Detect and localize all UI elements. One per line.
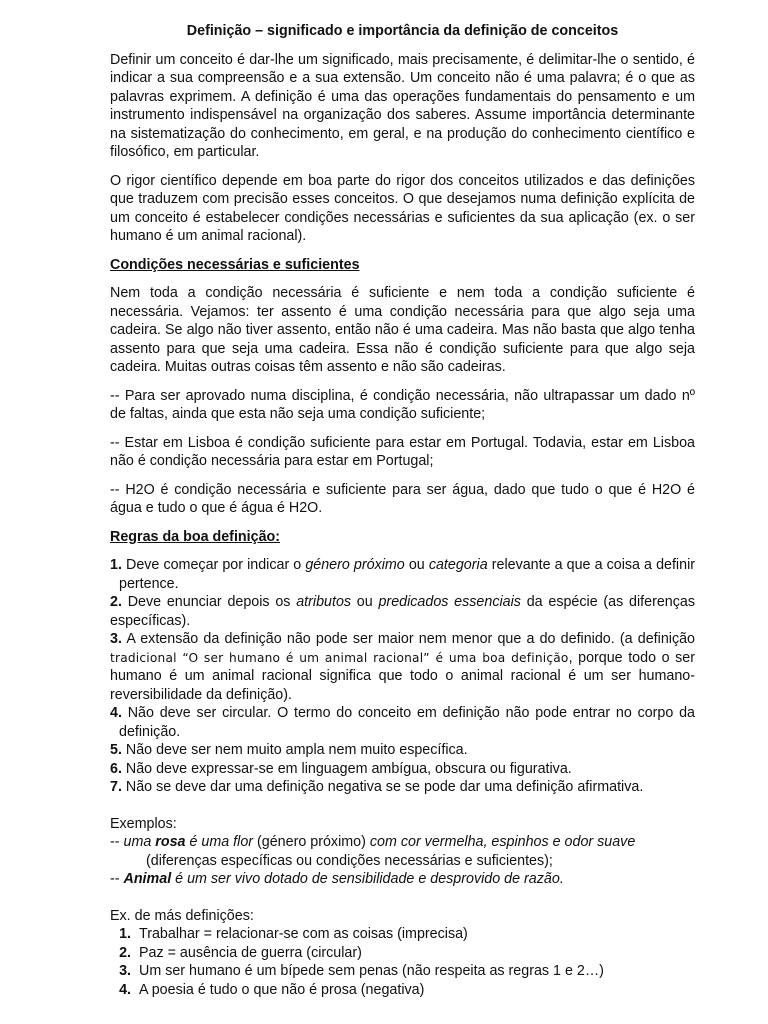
body-paragraph: Nem toda a condição necessária é suficiente e nem toda a condição suficiente é necessária. Vejamos: ter assento é uma condição necessária para que algo seja uma cadeira. Se algo não tiver assento, então não é uma cadeira. Mas não basta que algo tenha assento para que seja uma cadeira. Essa não é condição suficiente para que algo seja cadeira. Muitas outras coisas têm assento e não são cadeiras. xyxy=(110,285,695,375)
example-text: é uma flor xyxy=(185,834,254,850)
examples-label: Exemplos: xyxy=(110,815,177,832)
section-heading-rules: Regras da boa definição: xyxy=(110,528,281,545)
list-item xyxy=(113,944,695,963)
intro-paragraph: Definir um conceito é dar-lhe um significado, mais precisamente, é delimitar-lhe o sentido, é indicar a sua compreensão e a sua extensão. Um conceito não é uma palavra; é o que as palavras exprimem. A definição é uma das operações fundamentais do pensamento e um instrumento indispensável na organização dos saberes. Assume importância determinante na sistematização do conhecimento, em geral, e na produção do conhecimento científico e filosófico, em particular. xyxy=(110,51,695,160)
rule-number: 2. xyxy=(110,594,122,610)
rule-quote: tradicional “O ser humano é um animal racional” é uma boa definição xyxy=(110,650,569,665)
rule-item xyxy=(110,704,695,741)
example-text: com cor vermelha, espinhos e odor suave xyxy=(369,834,636,850)
rule-item xyxy=(110,556,695,593)
rule-number: 4. xyxy=(110,705,122,721)
rule-number: 7. xyxy=(110,779,122,795)
list-number: 3. xyxy=(119,963,131,979)
bad-definitions-list xyxy=(113,925,695,999)
example-animal xyxy=(110,870,695,889)
rule-number: 6. xyxy=(110,760,122,777)
rule-emphasis: atributos xyxy=(296,594,352,610)
intro-paragraph: O rigor científico depende em boa parte do rigor dos conceitos utilizados e das definições que traduzem com precisão esses conceitos. O que desejamos numa definição explícita de um conceito é estabelecer condições necessárias e suficientes da sua aplicação (ex. o ser humano é um animal racional). xyxy=(110,172,695,244)
rule-item xyxy=(110,778,695,797)
document-title: Definição – significado e importância da definição de conceitos xyxy=(186,23,619,39)
rule-text: , porque todo o ser humano é um animal racional significa que todo o animal racional é um ser humano-reversibilidade da definição). xyxy=(110,649,695,703)
example-note: (género próximo) xyxy=(253,834,370,850)
example-term: Animal xyxy=(123,871,172,887)
rule-number: 5. xyxy=(110,742,122,758)
rule-text: Não deve expressar-se em linguagem ambígua, obscura ou figurativa. xyxy=(121,760,572,777)
list-item xyxy=(113,962,695,981)
rule-text: ou xyxy=(404,557,429,573)
example-rosa xyxy=(110,833,695,852)
rule-text: ou xyxy=(351,594,379,610)
list-item xyxy=(113,981,695,1000)
rule-emphasis: género próximo xyxy=(305,557,405,573)
example-rosa-continuation: (diferenças específicas ou condições necessárias e suficientes); xyxy=(146,852,553,869)
rule-text: Deve enunciar depois os xyxy=(121,594,297,610)
example-paragraph: -- H2O é condição necessária e suficiente para ser água, dado que tudo o que é H2O é água e tudo o que é água é H2O. xyxy=(110,481,695,516)
rule-text: da espécie (as diferenças específicas). xyxy=(110,594,696,629)
rule-emphasis: categoria xyxy=(428,557,488,573)
rule-text: A extensão da definição não pode ser maior nem menor que a do definido. (a definição xyxy=(121,631,695,647)
rule-number: 3. xyxy=(110,631,122,647)
rule-emphasis: predicados essenciais xyxy=(378,594,521,610)
dash: -- xyxy=(110,834,124,850)
example-term: rosa xyxy=(155,834,186,850)
rule-item xyxy=(110,741,695,760)
bad-definitions-label: Ex. de más definições: xyxy=(110,907,254,924)
document-page xyxy=(110,22,695,999)
rule-text: Deve começar por indicar o xyxy=(121,557,306,573)
list-text: A poesia é tudo o que não é prosa (negativa) xyxy=(139,981,425,998)
example-paragraph: -- Para ser aprovado numa disciplina, é condição necessária, não ultrapassar um dado nº de faltas, ainda que esta não seja uma condição suficiente; xyxy=(110,387,695,422)
rule-item xyxy=(110,630,695,704)
rule-text: Não deve ser circular. O termo do conceito em definição não pode entrar no corpo da definição. xyxy=(119,705,695,740)
rule-item xyxy=(110,760,695,779)
example-text: uma xyxy=(123,834,156,850)
rule-number: 1. xyxy=(110,557,122,573)
list-text: Trabalhar = relacionar-se com as coisas (imprecisa) xyxy=(139,926,468,942)
list-item xyxy=(113,925,695,944)
list-number: 4. xyxy=(119,981,131,998)
rule-item xyxy=(110,593,695,630)
list-text: Um ser humano é um bípede sem penas (não respeita as regras 1 e 2…) xyxy=(139,963,604,979)
rule-text: Não se deve dar uma definição negativa se se pode dar uma definição afirmativa. xyxy=(121,779,644,795)
rule-text: Não deve ser nem muito ampla nem muito específica. xyxy=(121,742,468,758)
list-text: Paz = ausência de guerra (circular) xyxy=(139,944,362,961)
section-heading-conditions: Condições necessárias e suficientes xyxy=(110,256,360,273)
dash: -- xyxy=(110,871,124,887)
example-paragraph: -- Estar em Lisboa é condição suficiente para estar em Portugal. Todavia, estar em Lisboa não é condição necessária para estar em Portugal; xyxy=(110,434,695,469)
example-text: é um ser vivo dotado de sensibilidade e desprovido de razão. xyxy=(171,871,564,887)
list-number: 2. xyxy=(119,944,131,961)
rule-text: relevante a que a coisa a definir pertence. xyxy=(119,557,696,592)
list-number: 1. xyxy=(119,926,131,942)
